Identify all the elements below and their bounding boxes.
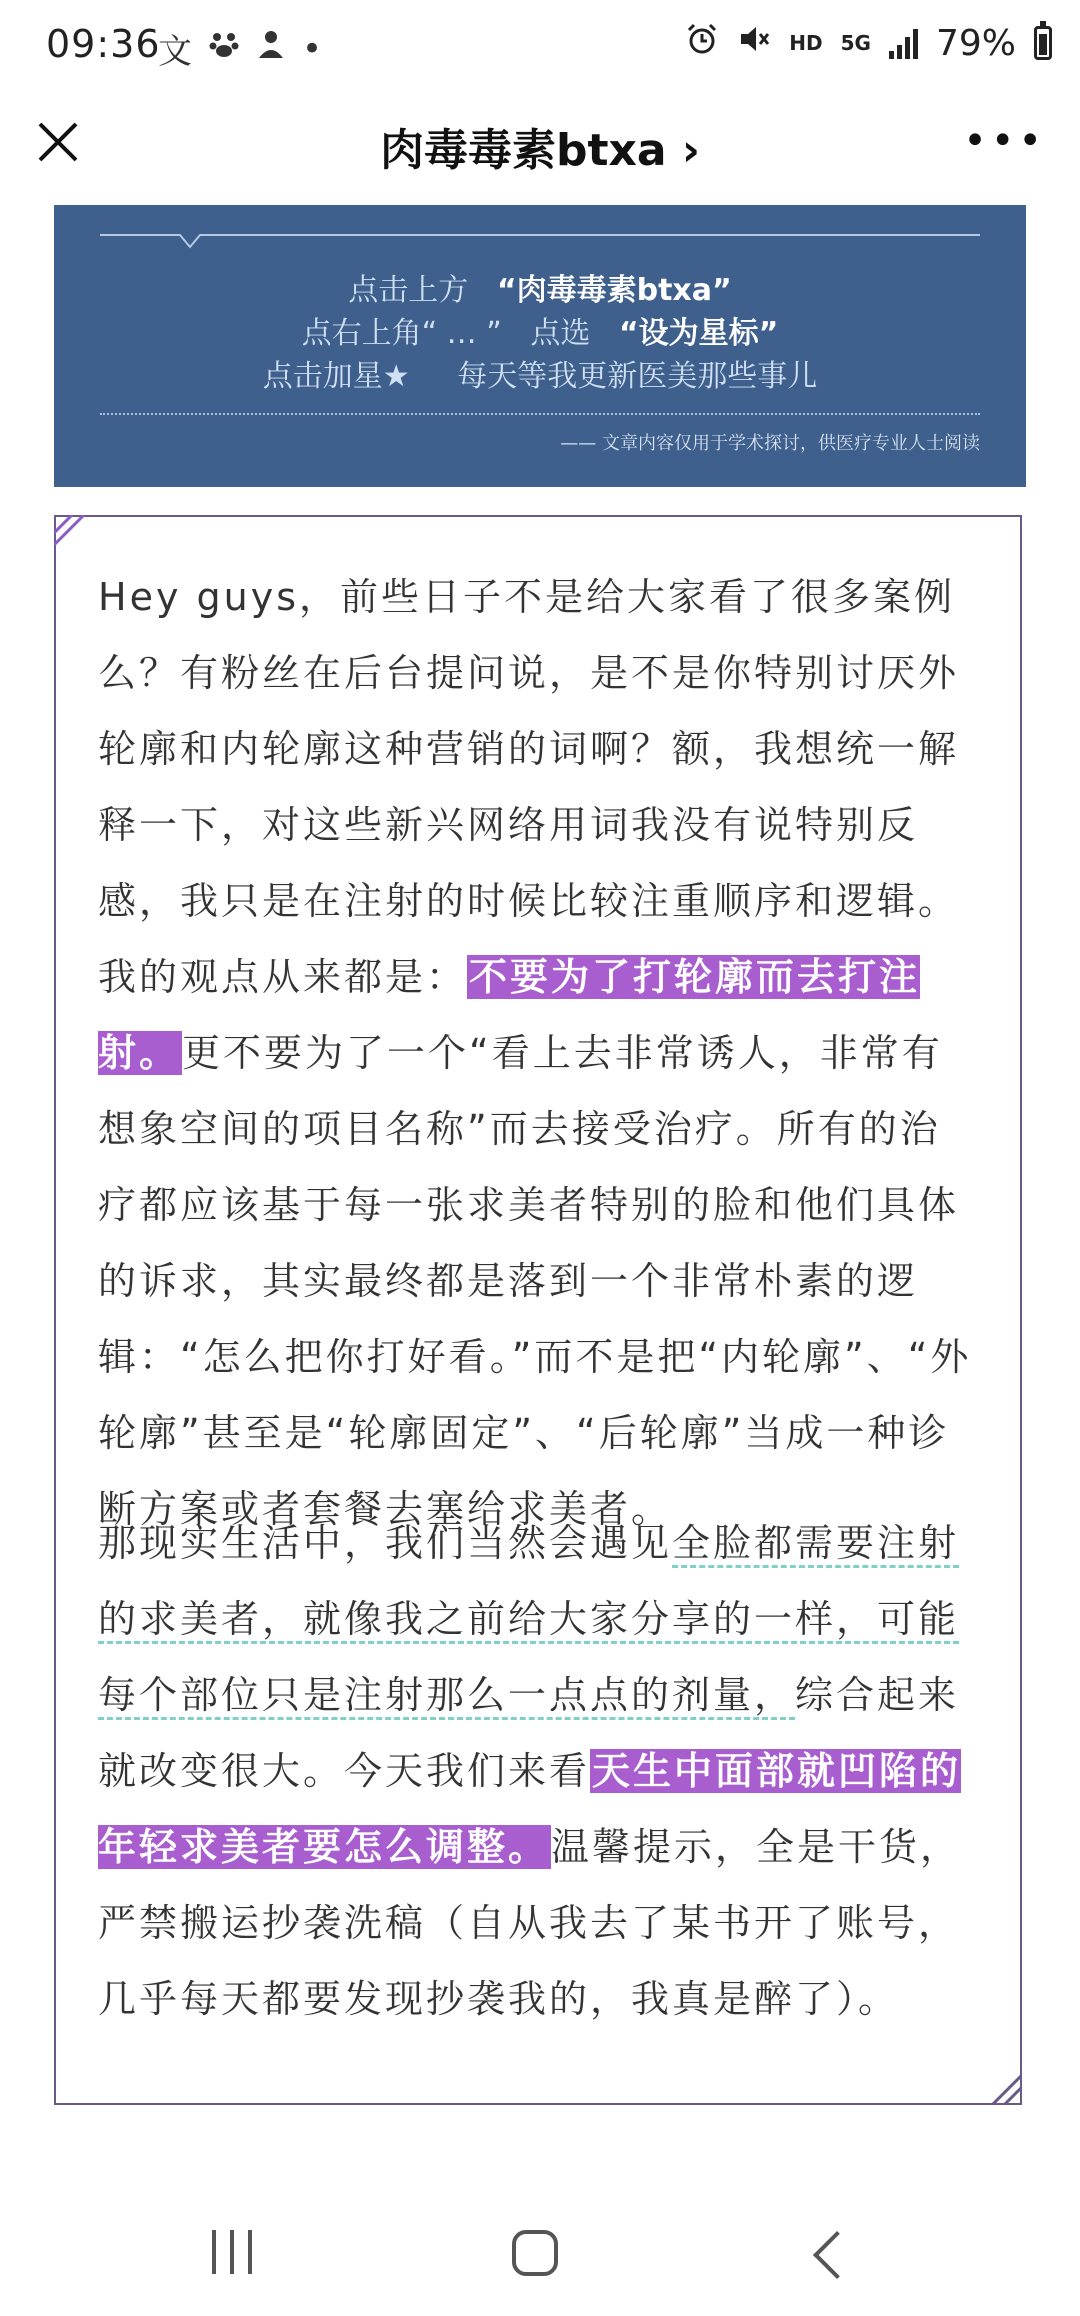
recent-apps-button[interactable] [212,2230,252,2274]
article-paragraph-2 [98,1505,978,2037]
p2-text-b: 综合起来就改变很大。今天我们来看 [98,1673,960,1793]
article-paragraph-1 [98,559,978,1547]
status-time: 09:36 [46,22,161,66]
article-box [54,515,1022,2105]
follow-banner [54,205,1026,487]
network-5g-label: 5G [840,31,871,55]
more-options-icon[interactable]: ••• [963,118,1046,164]
banner-line3-suffix: 每天等我更新医美那些事儿 [457,359,818,394]
battery-icon [1034,26,1052,60]
account-title-link[interactable] [0,114,1080,178]
p2-text-a: 那现实生活中，我们当然会遇见 [98,1521,673,1565]
battery-percent: 79% [935,22,1016,64]
banner-line-2 [54,308,1026,352]
status-bar [0,0,1080,92]
system-nav-bar [0,2200,1080,2316]
back-button[interactable] [813,2231,861,2279]
p2-underline: 全脸都需要注射的求美者，就像我之前给大家分享的一样，可能每个部位只是注射那么一点点的剂量， [98,1521,959,1720]
user-icon [256,28,286,69]
account-title: 肉毒毒素btxa [379,125,667,176]
dot-icon: • [302,28,323,69]
banner-line2-prefix: 点右上角“ … ” [301,316,502,351]
hd-label: HD [789,31,823,55]
banner-disclaimer: —— 文章内容仅用于学术探讨，供医疗专业人士阅读 [560,433,980,454]
banner-set-star: “设为星标” [618,316,779,351]
banner-line2-middle: 点选 [530,316,591,351]
chevron-right-icon: › [681,125,701,176]
paw-icon [208,28,240,69]
p2-highlight: 天生中面部就凹陷的年轻求美者要怎么调整。 [98,1749,962,1869]
top-nav [0,92,1080,192]
banner-line-3 [54,351,1026,395]
home-button[interactable] [512,2230,558,2276]
corner-decoration-bottom-right [982,2065,1022,2105]
banner-line3-prefix: 点击加星★ [262,359,410,394]
mute-icon [737,22,771,64]
banner-line-1 [54,265,1026,309]
p1-text-a: Hey guys，前些日子不是给大家看了很多案例么？有粉丝在后台提问说，是不是你特别讨厌外轮廓和内轮廓这种营销的词啊？额，我想统一解释一下，对这些新兴网络用词我没有说特别反感，我只是在注射的时候比较注重顺序和逻辑。我的观点从来都是： [98,575,960,999]
corner-decoration-top-left [54,515,94,555]
p1-highlight: 不要为了打轮廓而去打注射。 [98,955,921,1075]
banner-account-name: “肉毒毒素btxa” [496,273,732,308]
translate-icon: 文 [158,32,192,72]
p1-text-b: 更不要为了一个“看上去非常诱人，非常有想象空间的项目名称”而去接受治疗。所有的治疗都应该基于每一张求美者特别的脸和他们具体的诉求，其实最终都是落到一个非常朴素的逻辑：“怎么把你打好看。”而不是把“内轮廓”、“外轮廓”甚至是“轮廓固定”、“后轮廓”当成一种诊断方案或者套餐去塞给求美者。 [98,1031,972,1531]
banner-line1-prefix: 点击上方 [348,273,469,308]
banner-top-line [100,233,980,253]
p2-text-c: 温馨提示，全是干货，严禁搬运抄袭洗稿（自从我去了某书开了账号，几乎每天都要发现抄袭我的，我真是醉了）。 [98,1825,962,2021]
signal-icon [889,27,918,59]
alarm-icon [685,22,719,64]
status-right [685,22,1052,64]
banner-divider [100,413,980,415]
status-left-icons [158,24,322,73]
